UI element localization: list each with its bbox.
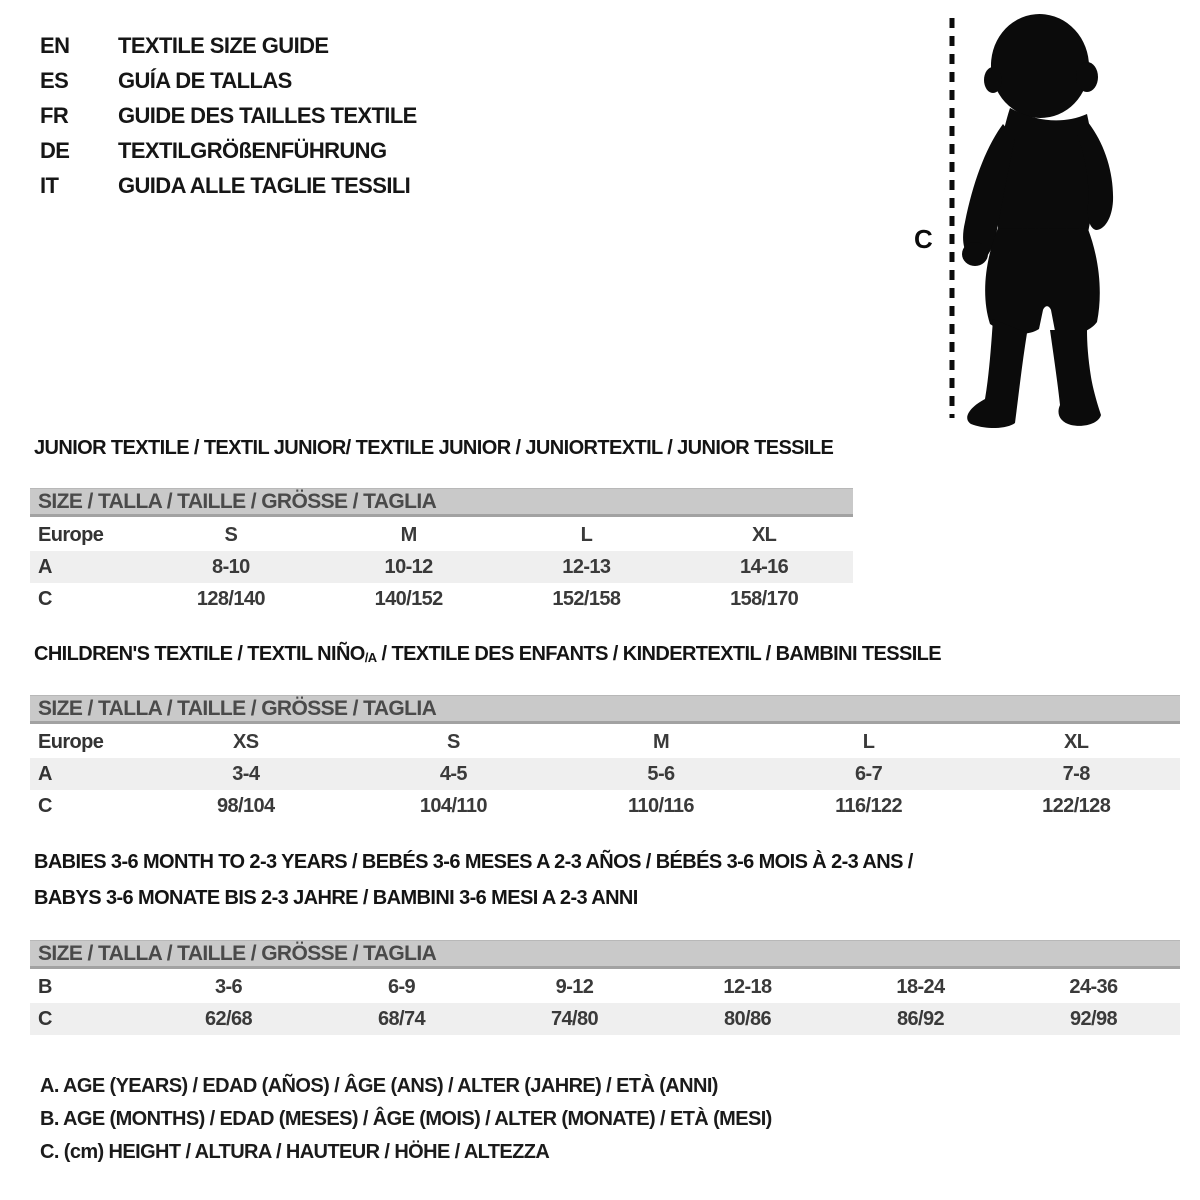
legend-line-a: A. AGE (YEARS) / EDAD (AÑOS) / ÂGE (ANS) / ALTER (JAHRE) / ETÀ (ANNI) — [40, 1075, 718, 1097]
size-value-cell: 62/68 — [204, 1007, 253, 1030]
lang-label-en: TEXTILE SIZE GUIDE — [118, 32, 329, 58]
section-junior-table — [30, 519, 853, 615]
section-children-title-post: / TEXTILE DES ENFANTS / KINDERTEXTIL / BAMBINI TESSILE — [376, 643, 942, 665]
size-value-cell: 3-6 — [214, 975, 243, 998]
lang-code-de: DE — [40, 137, 70, 163]
size-value-cell: 10-12 — [384, 555, 433, 578]
size-value-cell: 3-4 — [232, 762, 260, 785]
size-value-cell: S — [447, 730, 460, 753]
lang-row-en — [40, 28, 417, 63]
size-value-cell: 8-10 — [212, 555, 250, 578]
size-table-row — [30, 758, 1180, 790]
size-value-cell: 24-36 — [1069, 975, 1118, 998]
section-babies-title-line1: BABIES 3-6 MONTH TO 2-3 YEARS / BEBÉS 3-6 MESES A 2-3 AÑOS / BÉBÉS 3-6 MOIS À 2-3 ANS / — [34, 851, 913, 873]
size-value-cell: 86/92 — [896, 1007, 945, 1030]
section-children-title — [30, 641, 1180, 671]
size-value-cell: 68/74 — [377, 1007, 426, 1030]
size-value-cell: 18-24 — [896, 975, 945, 998]
size-value-cell: XL — [751, 523, 777, 546]
row-label-cell: A — [38, 762, 52, 785]
legend-line-b: B. AGE (MONTHS) / EDAD (MESES) / ÂGE (MOIS) / ALTER (MONATE) / ETÀ (MESI) — [40, 1108, 772, 1130]
size-value-cell: 4-5 — [439, 762, 467, 785]
lang-row-es — [40, 63, 417, 98]
size-value-cell: 104/110 — [419, 794, 487, 817]
row-label-cell: A — [38, 555, 52, 578]
size-value-cell: 140/152 — [374, 587, 443, 610]
size-value-cell: 80/86 — [723, 1007, 772, 1030]
section-babies-title — [30, 844, 1180, 916]
lang-label-fr: GUIDE DES TAILLES TEXTILE — [118, 102, 417, 128]
size-value-cell: 7-8 — [1062, 762, 1090, 785]
size-value-cell: 98/104 — [217, 794, 275, 817]
lang-row-de — [40, 133, 417, 168]
lang-row-fr — [40, 98, 417, 133]
size-value-cell: 158/170 — [730, 587, 799, 610]
row-label-cell: Europe — [38, 730, 104, 753]
size-value-cell: 14-16 — [740, 555, 789, 578]
row-label-cell: C — [38, 587, 52, 610]
section-junior-title: JUNIOR TEXTILE / TEXTIL JUNIOR/ TEXTILE JUNIOR / JUNIORTEXTIL / JUNIOR TESSILE — [34, 437, 834, 459]
section-babies — [30, 844, 1180, 1035]
measurement-figure — [890, 8, 1180, 428]
section-babies-title-line2: BABYS 3-6 MONATE BIS 2-3 JAHRE / BAMBINI 3-6 MESI A 2-3 ANNI — [34, 887, 638, 909]
lang-label-de: TEXTILGRÖßENFÜHRUNG — [118, 137, 387, 163]
lang-row-it — [40, 168, 417, 203]
size-value-cell: 110/116 — [628, 794, 694, 817]
size-table-row — [30, 726, 1180, 758]
toddler-silhouette — [962, 10, 1113, 428]
size-value-cell: 74/80 — [550, 1007, 599, 1030]
size-value-cell: 6-9 — [387, 975, 416, 998]
size-value-cell: S — [224, 523, 238, 546]
size-table-row — [30, 971, 1180, 1003]
section-children-size-header: SIZE / TALLA / TAILLE / GRÖSSE / TAGLIA — [30, 695, 1180, 724]
row-label-cell: C — [38, 1007, 52, 1030]
size-table-row — [30, 551, 853, 583]
row-label-cell: C — [38, 794, 52, 817]
size-value-cell: 122/128 — [1042, 794, 1111, 817]
lang-code-fr: FR — [40, 102, 69, 128]
size-value-cell: 5-6 — [647, 762, 675, 785]
size-value-cell: M — [400, 523, 417, 546]
section-junior-size-header: SIZE / TALLA / TAILLE / GRÖSSE / TAGLIA — [30, 488, 853, 517]
language-title-list — [40, 28, 417, 203]
section-children-title-pre: CHILDREN'S TEXTILE / TEXTIL NIÑO — [34, 643, 365, 665]
size-table-row — [30, 790, 1180, 822]
section-junior — [30, 435, 853, 615]
size-value-cell: XS — [233, 730, 259, 753]
section-babies-size-header: SIZE / TALLA / TAILLE / GRÖSSE / TAGLIA — [30, 940, 1180, 969]
size-value-cell: 6-7 — [855, 762, 883, 785]
size-value-cell: L — [580, 523, 593, 546]
lang-code-es: ES — [40, 67, 69, 93]
size-value-cell: 116/122 — [835, 794, 903, 817]
lang-label-it: GUIDA ALLE TAGLIE TESSILI — [118, 172, 411, 198]
section-children — [30, 641, 1180, 822]
size-value-cell: XL — [1064, 730, 1089, 753]
size-value-cell: 92/98 — [1069, 1007, 1118, 1030]
row-label-cell: B — [38, 975, 52, 998]
lang-code-en: EN — [40, 32, 70, 58]
size-value-cell: M — [652, 730, 670, 753]
section-children-title-sub: /A — [364, 650, 377, 665]
height-measure-label: C — [914, 224, 933, 254]
section-babies-table — [30, 971, 1180, 1035]
size-value-cell: 152/158 — [552, 587, 621, 610]
size-value-cell: 128/140 — [196, 587, 265, 610]
measure-legend — [40, 1070, 772, 1169]
size-value-cell: L — [862, 730, 875, 753]
row-label-cell: Europe — [38, 523, 104, 546]
lang-code-it: IT — [40, 172, 59, 198]
lang-label-es: GUÍA DE TALLAS — [118, 67, 292, 93]
size-value-cell: 12-13 — [562, 555, 611, 578]
size-table-row — [30, 519, 853, 551]
size-value-cell: 9-12 — [555, 975, 594, 998]
size-value-cell: 12-18 — [723, 975, 772, 998]
legend-line-c: C. (cm) HEIGHT / ALTURA / HAUTEUR / HÖHE / ALTEZZA — [40, 1141, 550, 1163]
size-table-row — [30, 1003, 1180, 1035]
section-children-table — [30, 726, 1180, 822]
size-table-row — [30, 583, 853, 615]
